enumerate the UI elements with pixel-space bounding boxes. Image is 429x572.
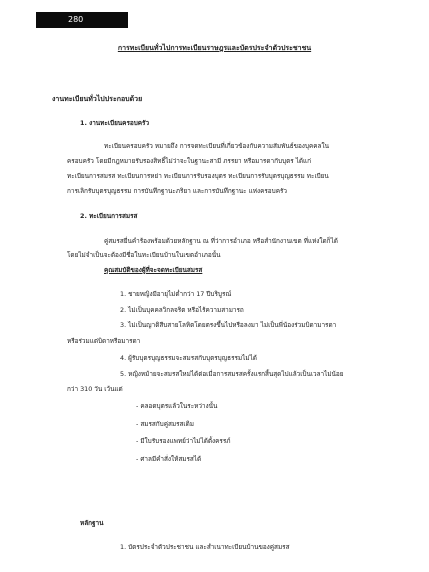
exception-item: - ศาลมีคำสั่งให้สมรสได้: [136, 455, 202, 463]
qualification-item-continued: กว่า 310 วัน เว้นแต่: [67, 385, 123, 393]
qualifications-heading: คุณสมบัติของผู้ที่จะจดทะเบียนสมรส: [104, 266, 203, 274]
family-paragraph-line: ทะเบียนครอบครัว หมายถึง การจดทะเบียนที่เกี่ยวข้องกับความสัมพันธ์ของบุคคลใน: [104, 142, 329, 150]
family-paragraph-line: การเลิกรับบุตรบุญธรรม การบันทึกฐานะภริยา และการบันทึกฐานะ แห่งครอบครัว: [67, 187, 287, 195]
page-number-badge: [36, 12, 128, 28]
family-paragraph-line: ทะเบียนการสมรส ทะเบียนการหย่า ทะเบียนการรับรองบุตร ทะเบียนการรับบุตรบุญธรรม ทะเบียน: [67, 172, 329, 180]
marriage-heading: 2. ทะเบียนการสมรส: [80, 212, 138, 220]
qualification-item-continued: หรือร่วมแต่บิดาหรือมารดา: [67, 337, 141, 345]
evidence-heading: หลักฐาน: [80, 519, 104, 527]
exception-item: - คลอดบุตรแล้วในระหว่างนั้น: [136, 402, 218, 410]
family-paragraph-line: ครอบครัว โดยมีกฎหมายรับรองสิทธิ์ไม่ว่าจะในฐานะสามี ภรรยา หรือมารดากับบุตร ได้แก่: [67, 157, 312, 165]
qualification-item: 5. หญิงหม้ายจะสมรสใหม่ได้ต่อเมื่อการสมรสครั้งแรกสิ้นสุดไปแล้วเป็นเวลาไม่น้อย: [120, 370, 344, 378]
marriage-intro-line: โดยไม่จำเป็นจะต้องมีชื่อในทะเบียนบ้านในเขตอำเภอนั้น: [67, 251, 221, 259]
section-heading: งานทะเบียนทั่วไปประกอบด้วย: [52, 95, 143, 103]
page-number: 280: [68, 15, 84, 24]
evidence-item: 1. บัตรประจำตัวประชาชน และสำเนาทะเบียนบ้านของคู่สมรส: [120, 543, 290, 551]
exception-item: - มีใบรับรองแพทย์ว่าไม่ได้ตั้งครรภ์: [136, 437, 231, 445]
qualification-item: 2. ไม่เป็นบุคคลวิกลจริต หรือไร้ความสามารถ: [120, 306, 244, 314]
page-title: การทะเบียนทั่วไปการทะเบียนราษฎรและบัตรประจำตัวประชาชน: [117, 44, 312, 52]
qualification-item: 1. ชายหญิงมีอายุไม่ต่ำกว่า 17 ปีบริบูรณ์: [120, 290, 232, 298]
marriage-intro-line: คู่สมรสยื่นคำร้องพร้อมด้วยหลักฐาน ณ ที่ว่าการอำเภอ หรือสำนักงานเขต ที่แห่งใดก็ได้: [104, 237, 338, 245]
qualification-item: 3. ไม่เป็นญาติสืบสายโลหิตโดยตรงขึ้นไปหรือลงมา ไม่เป็นพี่น้องร่วมบิดามารดา: [120, 321, 337, 329]
family-heading: 1. งานทะเบียนครอบครัว: [80, 119, 150, 127]
exception-item: - สมรสกับคู่สมรสเดิม: [136, 420, 194, 428]
qualification-item: 4. ผู้รับบุตรบุญธรรมจะสมรสกับบุตรบุญธรรมไม่ได้: [120, 354, 257, 362]
